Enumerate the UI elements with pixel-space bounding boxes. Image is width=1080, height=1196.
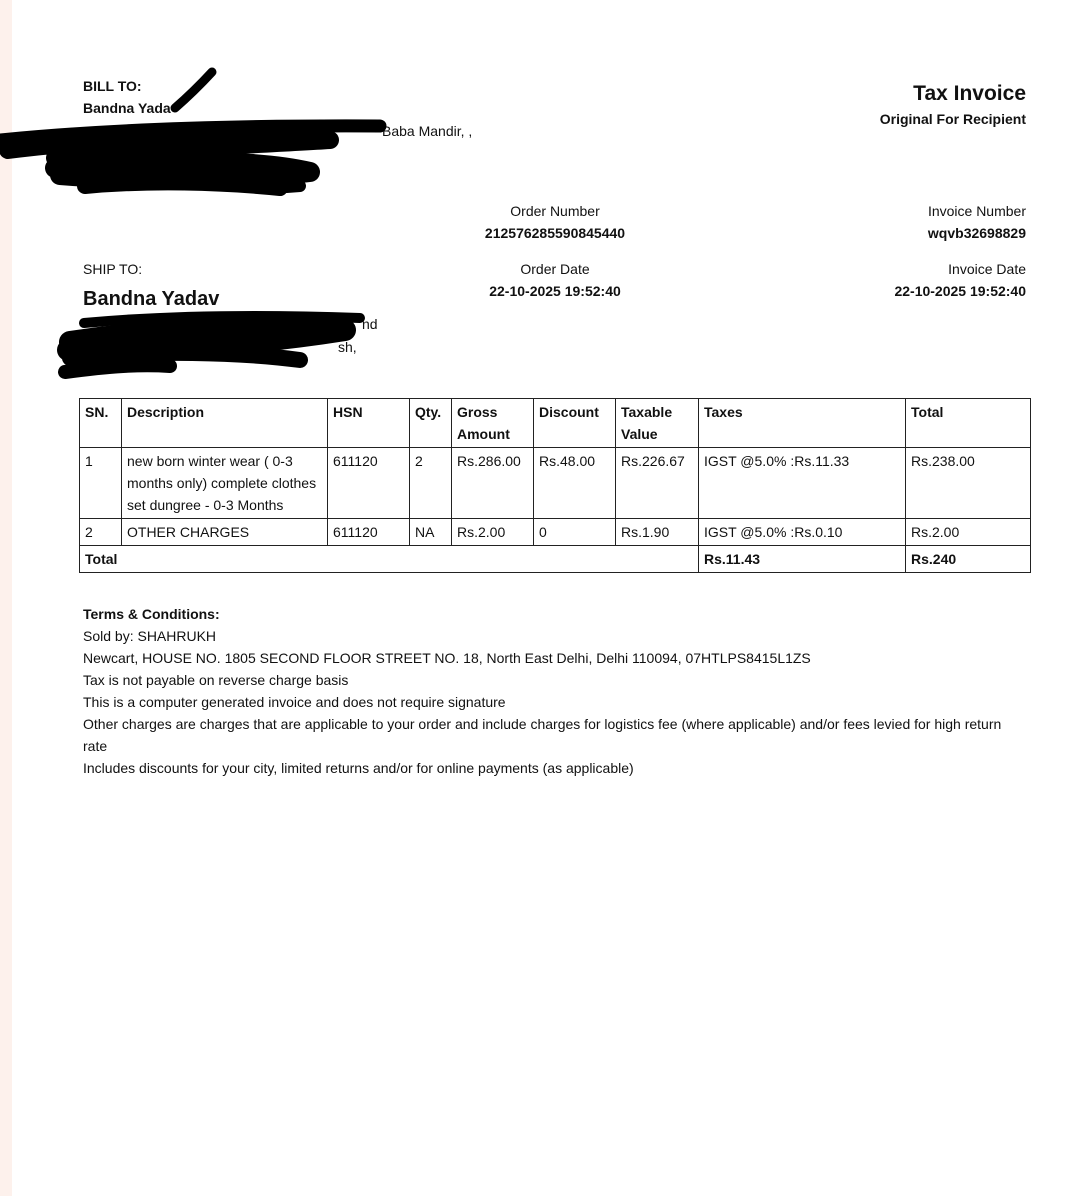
terms-line: This is a computer generated invoice and does not require signature: [83, 694, 506, 710]
bill-to-heading: BILL TO:: [83, 78, 142, 94]
order-number-label: Order Number: [510, 203, 600, 219]
cell-gross: Rs.2.00: [452, 519, 534, 546]
order-date: 22-10-2025 19:52:40: [489, 283, 621, 299]
cell-taxes: IGST @5.0% :Rs.11.33: [699, 448, 906, 519]
terms-line: Other charges are charges that are applicable to your order and include charges for logistics fee (where applicable) and/or fees levied for high return rate: [83, 716, 1002, 754]
invoice-date: 22-10-2025 19:52:40: [894, 283, 1026, 299]
invoice-subtitle: Original For Recipient: [879, 111, 1026, 127]
terms-heading: Terms & Conditions:: [83, 606, 220, 622]
bill-to-name: Bandna Yada: [83, 100, 171, 116]
terms-line: Newcart, HOUSE NO. 1805 SECOND FLOOR STREET NO. 18, North East Delhi, Delhi 110094, 07HTLPS8415L1ZS: [83, 650, 811, 666]
terms-line: Sold by: SHAHRUKH: [83, 628, 217, 644]
cell-taxable: Rs.1.90: [616, 519, 699, 546]
cell-sn: 2: [80, 519, 122, 546]
terms-section: [83, 603, 1023, 779]
col-header-taxable: Taxable Value: [616, 399, 699, 448]
cell-description: new born winter wear ( 0-3 months only) complete clothes set dungree - 0-3 Months: [122, 448, 328, 519]
col-header-qty: Qty.: [410, 399, 452, 448]
table-total-row: [80, 546, 1031, 573]
cell-hsn: 611120: [328, 519, 410, 546]
col-header-sn: SN.: [80, 399, 122, 448]
invoice-items-table: [79, 398, 1031, 573]
table-row: [80, 448, 1031, 519]
bill-to-address-visible: Baba Mandir, ,: [382, 123, 473, 139]
ship-to-address-tail2: sh,: [338, 339, 357, 355]
col-header-total: Total: [906, 399, 1031, 448]
col-header-gross: Gross Amount: [452, 399, 534, 448]
invoice-date-label: Invoice Date: [948, 261, 1026, 277]
table-header-row: [80, 399, 1031, 448]
col-header-hsn: HSN: [328, 399, 410, 448]
cell-description: OTHER CHARGES: [122, 519, 328, 546]
cell-discount: Rs.48.00: [534, 448, 616, 519]
cell-qty: NA: [410, 519, 452, 546]
ship-to-address-tail1: nd: [362, 316, 378, 332]
cell-gross: Rs.286.00: [452, 448, 534, 519]
cell-total: Rs.2.00: [906, 519, 1031, 546]
col-header-description: Description: [122, 399, 328, 448]
order-date-label: Order Date: [520, 261, 590, 277]
ship-to-heading: SHIP TO:: [83, 261, 143, 277]
total-taxes: Rs.11.43: [699, 546, 906, 573]
cell-sn: 1: [80, 448, 122, 519]
cell-hsn: 611120: [328, 448, 410, 519]
ship-to-name: Bandna Yadav: [83, 288, 220, 310]
table-row: [80, 519, 1031, 546]
invoice-number: wqvb32698829: [927, 225, 1026, 241]
grand-total: Rs.240: [906, 546, 1031, 573]
cell-taxable: Rs.226.67: [616, 448, 699, 519]
cell-taxes: IGST @5.0% :Rs.0.10: [699, 519, 906, 546]
col-header-taxes: Taxes: [699, 399, 906, 448]
cell-qty: 2: [410, 448, 452, 519]
cell-discount: 0: [534, 519, 616, 546]
terms-line: Tax is not payable on reverse charge basis: [83, 672, 349, 688]
invoice-page: [12, 0, 1080, 1196]
invoice-title: Tax Invoice: [913, 82, 1026, 105]
col-header-discount: Discount: [534, 399, 616, 448]
total-label: Total: [80, 546, 699, 573]
invoice-number-label: Invoice Number: [927, 203, 1026, 219]
cell-total: Rs.238.00: [906, 448, 1031, 519]
order-number: 212576285590845440: [484, 225, 626, 241]
terms-line: Includes discounts for your city, limited returns and/or for online payments (as applicable): [83, 760, 634, 776]
